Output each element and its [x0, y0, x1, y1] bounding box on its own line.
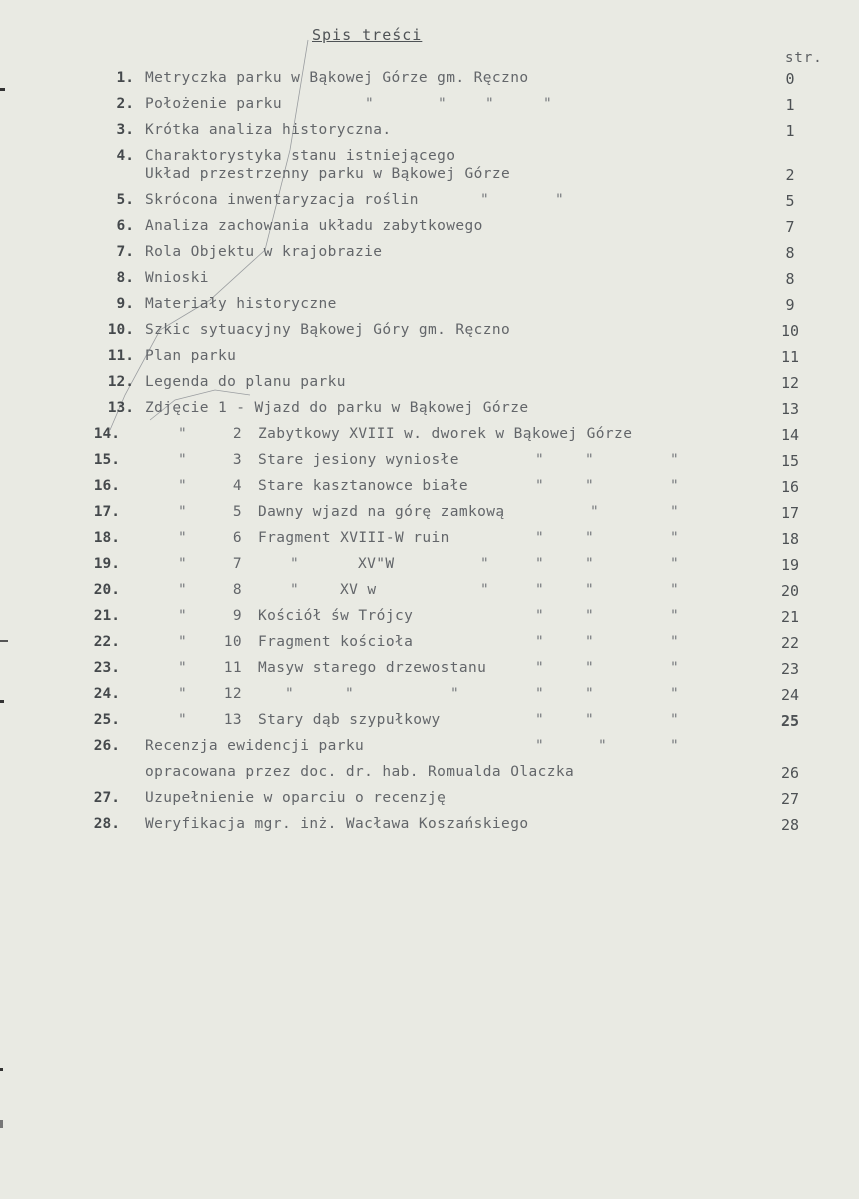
- ditto-mark: ": [585, 712, 594, 728]
- entry-page: 20: [780, 582, 800, 600]
- entry-text: XV"W: [358, 556, 395, 572]
- entry-text: Rola Objektu w krajobrazie: [145, 244, 383, 260]
- entry-number: 5.: [116, 192, 134, 208]
- ditto-mark: ": [480, 192, 489, 208]
- photo-number: 6: [232, 530, 242, 546]
- entry-text: Kościół św Trójcy: [258, 608, 414, 624]
- toc-entry: [0, 790, 859, 812]
- entry-number: 3.: [116, 122, 134, 138]
- toc-entry: [0, 270, 859, 292]
- toc-entry: [0, 348, 859, 370]
- ditto-mark: ": [535, 608, 544, 624]
- ditto-mark: ": [555, 192, 564, 208]
- ditto-mark: ": [178, 478, 187, 494]
- entry-page: 11: [780, 348, 800, 366]
- toc-entry: [0, 608, 859, 630]
- entry-number: 26.: [93, 738, 120, 754]
- entry-number: 21.: [93, 608, 120, 624]
- entry-page: 12: [780, 374, 800, 392]
- ditto-mark: ": [585, 478, 594, 494]
- toc-entry: [0, 192, 859, 214]
- ditto-mark: ": [178, 660, 187, 676]
- ditto-mark: ": [535, 738, 544, 754]
- ditto-mark: ": [670, 660, 679, 676]
- ditto-mark: ": [670, 634, 679, 650]
- entry-number: 19.: [93, 556, 120, 572]
- ditto-mark: ": [670, 738, 679, 754]
- margin-mark: [0, 1120, 3, 1128]
- entry-page: 8: [785, 244, 795, 262]
- photo-number: 12: [223, 686, 242, 702]
- entry-page: 2: [785, 166, 795, 184]
- entry-number: 24.: [93, 686, 120, 702]
- entry-text: Plan parku: [145, 348, 237, 364]
- toc-entry: [0, 738, 859, 760]
- ditto-mark: ": [345, 686, 354, 702]
- entry-text: Materiały historyczne: [145, 296, 337, 312]
- entry-number: 22.: [93, 634, 120, 650]
- entry-page: 7: [785, 218, 795, 236]
- ditto-mark: ": [670, 608, 679, 624]
- entry-number: 23.: [93, 660, 120, 676]
- entry-number: 9.: [116, 296, 134, 312]
- entry-page: 19: [780, 556, 800, 574]
- entry-page: 26: [780, 764, 800, 782]
- toc-entry: [0, 452, 859, 474]
- toc-entry: [0, 660, 859, 682]
- ditto-mark: ": [178, 426, 187, 442]
- ditto-mark: ": [535, 686, 544, 702]
- entry-number: 18.: [93, 530, 120, 546]
- entry-text: Skrócona inwentaryzacja roślin: [145, 192, 419, 208]
- entry-number: 8.: [116, 270, 134, 286]
- toc-entry: [0, 218, 859, 240]
- ditto-mark: ": [535, 712, 544, 728]
- margin-mark: [0, 1068, 3, 1071]
- page-column-header: str.: [785, 50, 823, 66]
- ditto-mark: ": [535, 582, 544, 598]
- ditto-mark: ": [480, 582, 489, 598]
- entry-text: Charaktorystyka stanu istniejącego: [145, 148, 456, 164]
- ditto-mark: ": [178, 634, 187, 650]
- toc-entry: [0, 556, 859, 578]
- entry-number: 11.: [107, 348, 134, 364]
- toc-entry: [0, 478, 859, 500]
- ditto-mark: ": [670, 504, 679, 520]
- ditto-mark: ": [670, 556, 679, 572]
- photo-number: 2: [232, 426, 242, 442]
- entry-text: Dawny wjazd na górę zamkową: [258, 504, 505, 520]
- entry-page: 25: [780, 712, 800, 730]
- ditto-mark: ": [178, 686, 187, 702]
- entry-text: Zdjęcie 1 - Wjazd do parku w Bąkowej Górze: [145, 400, 529, 416]
- entry-number: 6.: [116, 218, 134, 234]
- entry-page: 5: [785, 192, 795, 210]
- ditto-mark: ": [585, 608, 594, 624]
- ditto-mark: ": [535, 660, 544, 676]
- entry-text-line2: Układ przestrzenny parku w Bąkowej Górze: [145, 166, 511, 182]
- entry-text: Analiza zachowania układu zabytkowego: [145, 218, 483, 234]
- ditto-mark: ": [178, 712, 187, 728]
- entry-number: 13.: [107, 400, 134, 416]
- ditto-mark: ": [670, 686, 679, 702]
- entry-page: 28: [780, 816, 800, 834]
- entry-text: Wnioski: [145, 270, 209, 286]
- toc-entry: [0, 712, 859, 734]
- entry-page: 15: [780, 452, 800, 470]
- entry-page: 21: [780, 608, 800, 626]
- entry-number: 28.: [93, 816, 120, 832]
- entry-text: Stare jesiony wyniosłe: [258, 452, 459, 468]
- entry-text: Fragment XVIII-W ruin: [258, 530, 450, 546]
- toc-entry: [0, 634, 859, 656]
- entry-page: 24: [780, 686, 800, 704]
- toc-entry: [0, 504, 859, 526]
- toc-entry: [0, 374, 859, 396]
- ditto-mark: ": [450, 686, 459, 702]
- ditto-mark: ": [585, 660, 594, 676]
- entry-number: 1.: [116, 70, 134, 86]
- entry-number: 4.: [116, 148, 134, 164]
- entry-text: Uzupełnienie w oparciu o recenzję: [145, 790, 447, 806]
- toc-entry: [0, 322, 859, 344]
- ditto-mark: ": [670, 478, 679, 494]
- entry-number: 20.: [93, 582, 120, 598]
- entry-text-line2: opracowana przez doc. dr. hab. Romualda Olaczka: [145, 764, 575, 780]
- photo-number: 5: [232, 504, 242, 520]
- entry-number: 27.: [93, 790, 120, 806]
- toc-entry: [0, 816, 859, 838]
- entry-page: 1: [785, 96, 795, 114]
- entry-number: 2.: [116, 96, 134, 112]
- photo-number: 8: [232, 582, 242, 598]
- entry-number: 10.: [107, 322, 134, 338]
- toc-entry-continuation: [0, 764, 859, 786]
- ditto-mark: ": [178, 452, 187, 468]
- entry-text: Krótka analiza historyczna.: [145, 122, 392, 138]
- toc-entry: [0, 426, 859, 448]
- entry-text: XV w: [340, 582, 377, 598]
- ditto-mark: ": [670, 712, 679, 728]
- photo-number: 11: [223, 660, 242, 676]
- entry-number: 12.: [107, 374, 134, 390]
- entry-page: 18: [780, 530, 800, 548]
- entry-page: 23: [780, 660, 800, 678]
- entry-page: 0: [785, 70, 795, 88]
- toc-entry: [0, 244, 859, 266]
- entry-text: Recenzja ewidencji parku: [145, 738, 365, 754]
- ditto-mark: ": [585, 686, 594, 702]
- ditto-mark: ": [438, 96, 447, 112]
- ditto-mark: ": [535, 452, 544, 468]
- ditto-mark: ": [178, 504, 187, 520]
- entry-text: Stare kasztanowce białe: [258, 478, 468, 494]
- entry-text: Szkic sytuacyjny Bąkowej Góry gm. Ręczno: [145, 322, 511, 338]
- ditto-mark: ": [365, 96, 374, 112]
- ditto-mark: ": [535, 530, 544, 546]
- toc-entry-continuation: [0, 166, 859, 188]
- entry-text: Weryfikacja mgr. inż. Wacława Koszańskiego: [145, 816, 529, 832]
- entry-page: 16: [780, 478, 800, 496]
- ditto-mark: ": [178, 582, 187, 598]
- photo-number: 4: [232, 478, 242, 494]
- page-title: Spis treści: [312, 26, 423, 44]
- ditto-mark: ": [290, 582, 299, 598]
- ditto-mark: ": [535, 634, 544, 650]
- entry-page: 22: [780, 634, 800, 652]
- ditto-mark: ": [590, 504, 599, 520]
- photo-number: 13: [223, 712, 242, 728]
- photo-number: 7: [232, 556, 242, 572]
- ditto-mark: ": [178, 530, 187, 546]
- ditto-mark: ": [485, 96, 494, 112]
- ditto-mark: ": [290, 556, 299, 572]
- ditto-mark: ": [585, 556, 594, 572]
- entry-text: Masyw starego drzewostanu: [258, 660, 487, 676]
- entry-page: 1: [785, 122, 795, 140]
- entry-page: 14: [780, 426, 800, 444]
- ditto-mark: ": [585, 530, 594, 546]
- ditto-mark: ": [585, 582, 594, 598]
- entry-text: Zabytkowy XVIII w. dworek w Bąkowej Górze: [258, 426, 633, 442]
- entry-text: Stary dąb szypułkowy: [258, 712, 441, 728]
- entry-page: 8: [785, 270, 795, 288]
- entry-number: 7.: [116, 244, 134, 260]
- toc-entry: [0, 582, 859, 604]
- entry-number: 25.: [93, 712, 120, 728]
- entry-number: 17.: [93, 504, 120, 520]
- ditto-mark: ": [598, 738, 607, 754]
- ditto-mark: ": [480, 556, 489, 572]
- ditto-mark: ": [178, 608, 187, 624]
- ditto-mark: ": [535, 556, 544, 572]
- entry-number: 14.: [93, 426, 120, 442]
- entry-text: Położenie parku: [145, 96, 282, 112]
- toc-entry: [0, 70, 859, 92]
- toc-entry: [0, 96, 859, 118]
- ditto-mark: ": [543, 96, 552, 112]
- ditto-mark: ": [585, 634, 594, 650]
- toc-entry: [0, 686, 859, 708]
- photo-number: 9: [232, 608, 242, 624]
- ditto-mark: ": [670, 452, 679, 468]
- ditto-mark: ": [585, 452, 594, 468]
- entry-text: Fragment kościoła: [258, 634, 414, 650]
- entry-page: 13: [780, 400, 800, 418]
- ditto-mark: ": [670, 582, 679, 598]
- toc-entry: [0, 122, 859, 144]
- toc-entry: [0, 400, 859, 422]
- toc-entry: [0, 296, 859, 318]
- entry-text: Metryczka parku w Bąkowej Górze gm. Ręczno: [145, 70, 529, 86]
- entry-page: 27: [780, 790, 800, 808]
- entry-page: 17: [780, 504, 800, 522]
- ditto-mark: ": [178, 556, 187, 572]
- entry-text: Legenda do planu parku: [145, 374, 346, 390]
- entry-page: 9: [785, 296, 795, 314]
- photo-number: 3: [232, 452, 242, 468]
- photo-number: 10: [223, 634, 242, 650]
- ditto-mark: ": [535, 478, 544, 494]
- ditto-mark: ": [670, 530, 679, 546]
- toc-entry: [0, 530, 859, 552]
- entry-number: 16.: [93, 478, 120, 494]
- entry-page: 10: [780, 322, 800, 340]
- ditto-mark: ": [285, 686, 294, 702]
- entry-number: 15.: [93, 452, 120, 468]
